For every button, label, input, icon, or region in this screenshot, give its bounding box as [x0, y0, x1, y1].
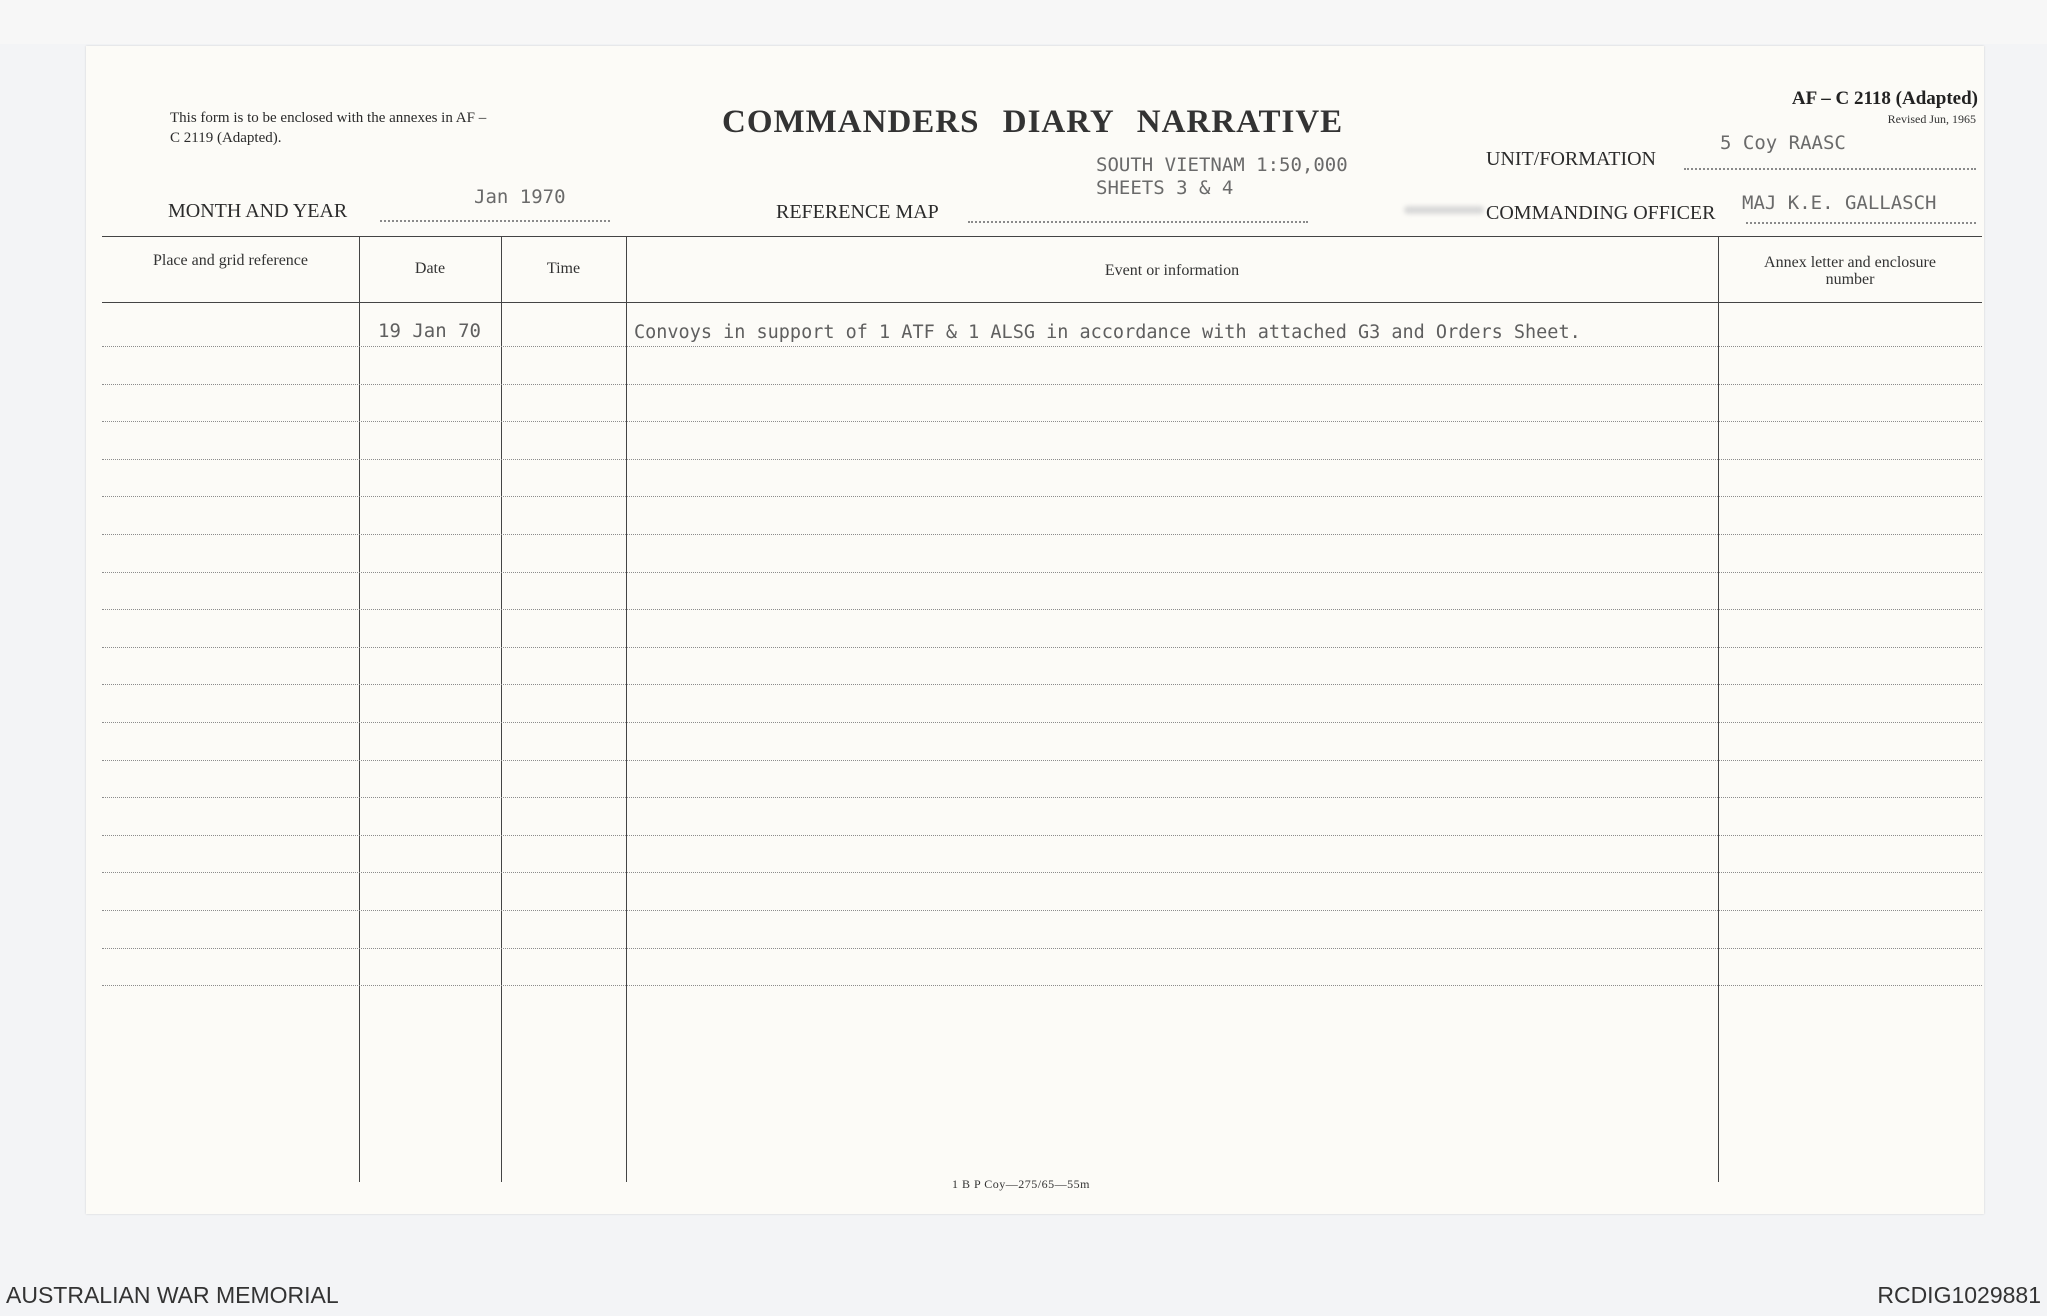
month-year-value: Jan 1970: [474, 186, 566, 208]
table-row: [102, 572, 1982, 573]
month-year-label: MONTH AND YEAR: [168, 200, 348, 222]
header-event-information: Event or information: [1104, 262, 1240, 279]
printer-code: 1 B P Coy—275/65—55m: [952, 1177, 1090, 1191]
table-row: [102, 534, 1982, 535]
form-number: AF – C 2118 (Adapted): [1791, 88, 1978, 109]
table-header-rule: [102, 302, 1982, 303]
unit-formation-value: 5 Coy RAASC: [1720, 132, 1846, 154]
header-place-grid-reference: Place and grid reference: [152, 252, 308, 269]
revision-date: Revised Jun, 1965: [1887, 112, 1976, 126]
form-title: COMMANDERS DIARY NARRATIVE: [722, 104, 1344, 140]
reference-map-line: [968, 221, 1308, 223]
table-row: [102, 496, 1982, 497]
column-divider: [626, 236, 627, 1182]
table-row: [102, 985, 1982, 986]
table-row: [102, 760, 1982, 761]
table-row: [102, 346, 1982, 347]
top-band: [0, 0, 2047, 44]
column-divider: [359, 236, 360, 1182]
reference-map-value-line1: SOUTH VIETNAM 1:50,000: [1096, 154, 1348, 176]
commanding-officer-value: MAJ K.E. GALLASCH: [1742, 192, 1937, 214]
table-row: [102, 835, 1982, 836]
reference-map-value-line2: SHEETS 3 & 4: [1096, 177, 1234, 199]
table-row: [102, 872, 1982, 873]
commanding-officer-label: COMMANDING OFFICER: [1486, 202, 1716, 224]
table-row: [102, 609, 1982, 610]
archive-reference-id: RCDIG1029881: [1877, 1282, 2041, 1308]
table-row: [102, 647, 1982, 648]
unit-formation-label: UNIT/FORMATION: [1486, 148, 1656, 170]
ink-smudge: [1404, 206, 1484, 214]
entry-event: Convoys in support of 1 ATF & 1 ALSG in accordance with attached G3 and Orders Sheet.: [634, 322, 1581, 343]
table-row: [102, 384, 1982, 385]
reference-map-label: REFERENCE MAP: [776, 201, 939, 223]
table-row: [102, 459, 1982, 460]
table-row: [102, 948, 1982, 949]
table-row: [102, 797, 1982, 798]
table-top-rule: [102, 236, 1982, 237]
diary-table: [102, 236, 1982, 1182]
table-row: [102, 910, 1982, 911]
header-time: Time: [546, 260, 581, 277]
header-annex-enclosure: Annex letter and enclosure number: [1764, 254, 1936, 288]
table-row: [102, 722, 1982, 723]
entry-date: 19 Jan 70: [378, 320, 481, 342]
month-year-line: [380, 220, 610, 222]
column-divider: [1718, 236, 1719, 1182]
diary-form-sheet: [86, 46, 1984, 1214]
unit-formation-line: [1684, 168, 1976, 170]
table-row: [102, 421, 1982, 422]
table-row: [102, 684, 1982, 685]
enclosure-note: This form is to be enclosed with the annexes in AF – C 2119 (Adapted).: [170, 110, 487, 146]
column-divider: [501, 236, 502, 1182]
header-date: Date: [414, 260, 446, 277]
commanding-officer-line: [1746, 222, 1976, 224]
archive-credit: AUSTRALIAN WAR MEMORIAL: [6, 1282, 339, 1308]
